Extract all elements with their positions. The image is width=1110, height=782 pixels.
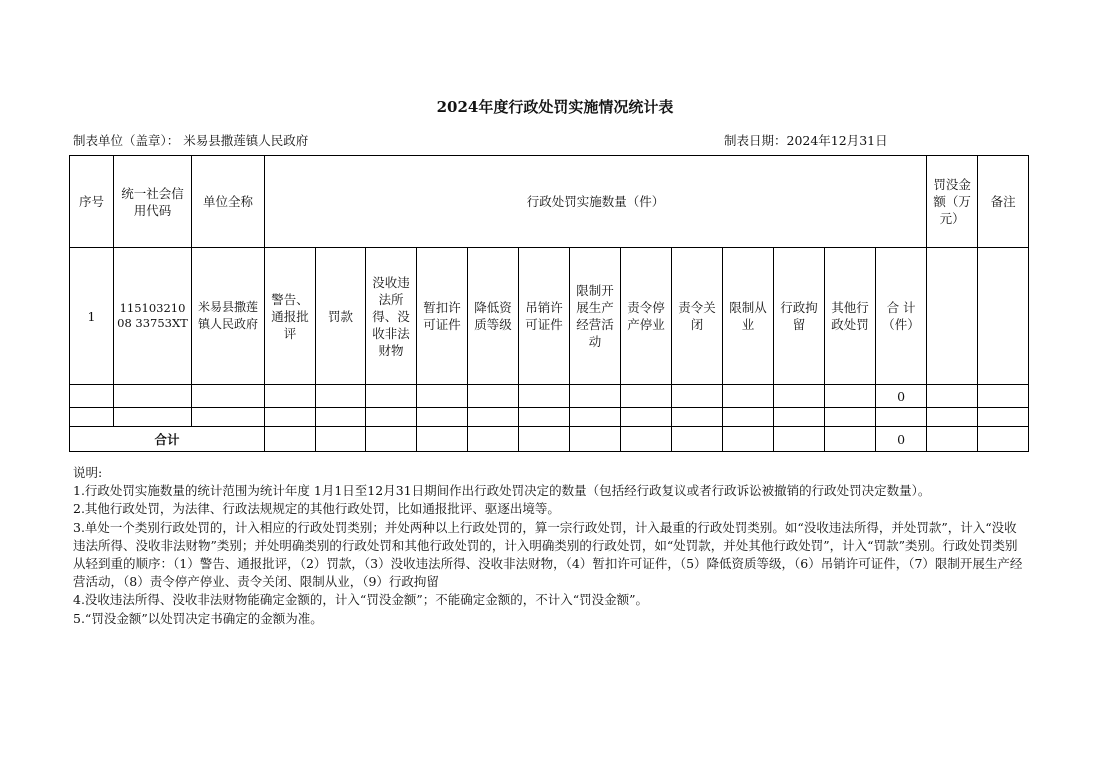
header-unit-name: 单位全称 [192,156,265,248]
row1-unit-name: 米易县撒莲镇人民政府 [192,248,265,385]
category-confiscation: 没收违法所得、没收非法财物 [366,248,417,385]
header-fine-amount: 罚没金额（万元） [927,156,978,248]
total-label: 合计 [70,427,265,452]
category-restrict-employment: 限制从业 [723,248,774,385]
notes-section [73,464,1023,628]
category-warning: 警告、通报批评 [265,248,316,385]
category-suspend-production: 责令停产停业 [621,248,672,385]
category-restrict-business: 限制开展生产经营活动 [570,248,621,385]
header-remark: 备注 [978,156,1029,248]
note-item: 5.“罚没金额”以处罚决定书确定的金额为准。 [73,610,323,626]
notes-heading: 说明: [73,465,103,480]
document-title: 2024年度行政处罚实施情况统计表 [436,98,674,116]
category-detention: 行政拘留 [774,248,825,385]
row1-credit-code: 11510321008 33753XT [114,248,192,385]
total-row [70,427,1029,452]
row2-total-count: 0 [876,385,927,408]
category-fine: 罚款 [316,248,366,385]
issuing-unit: 制表单位（盖章）： 米易县撒莲镇人民政府 [73,133,309,148]
category-revoke-license: 吊销许可证件 [519,248,570,385]
header-count-group: 行政处罚实施数量（件） [265,156,927,248]
table-row [70,385,1029,408]
category-suspend-license: 暂扣许可证件 [417,248,468,385]
row1-remark [978,248,1029,385]
issue-date: 制表日期：2024年12月31日 [724,133,888,148]
category-order-close: 责令关闭 [672,248,723,385]
category-total: 合 计（件） [876,248,927,385]
note-item: 2.其他行政处罚，为法律、行政法规规定的其他行政处罚，比如通报批评、驱逐出境等。 [73,501,560,517]
total-count: 0 [876,427,927,452]
statistics-table [69,155,1029,452]
note-item: 3.单处一个类别行政处罚的，计入相应的行政处罚类别；并处两种以上行政处罚的，算一宗行政处罚，计入最重的行政处罚类别。如“没收违法所得，并处罚款”，计入“没收违法所得、没收非法财物”类别；并处明确类别的行政处罚和其他行政处罚的，计入明确类别的行政处罚，如“处罚款，并处其他行政处罚”，计入“罚款”类别。行政处罚类别从轻到重的顺序：（1）警告、通报批评，（2）罚款，（3）没收违法所得、没收非法财物，（4）暂扣许可证件，（5）降低资质等级，（6）吊销许可证件，（7）限制开展生产经营活动，（8）责令停产停业、责令关闭、限制从业，（9）行政拘留 [73,519,1023,590]
header-row [70,156,1029,248]
header-credit-code: 统一社会信用代码 [114,156,192,248]
table-row [70,248,1029,385]
table-row [70,408,1029,427]
row1-seq: 1 [70,248,114,385]
row1-fine-amount [927,248,978,385]
category-other: 其他行政处罚 [825,248,876,385]
note-item: 1.行政处罚实施数量的统计范围为统计年度 1月1日至12月31日期间作出行政处罚决定的数量（包括经行政复议或者行政诉讼被撤销的行政处罚决定数量）。 [73,483,931,499]
category-lower-qualification: 降低资质等级 [468,248,519,385]
note-item: 4.没收违法所得、没收非法财物能确定金额的，计入“罚没金额”；不能确定金额的，不计入“罚没金额”。 [73,592,648,608]
header-seq: 序号 [70,156,114,248]
